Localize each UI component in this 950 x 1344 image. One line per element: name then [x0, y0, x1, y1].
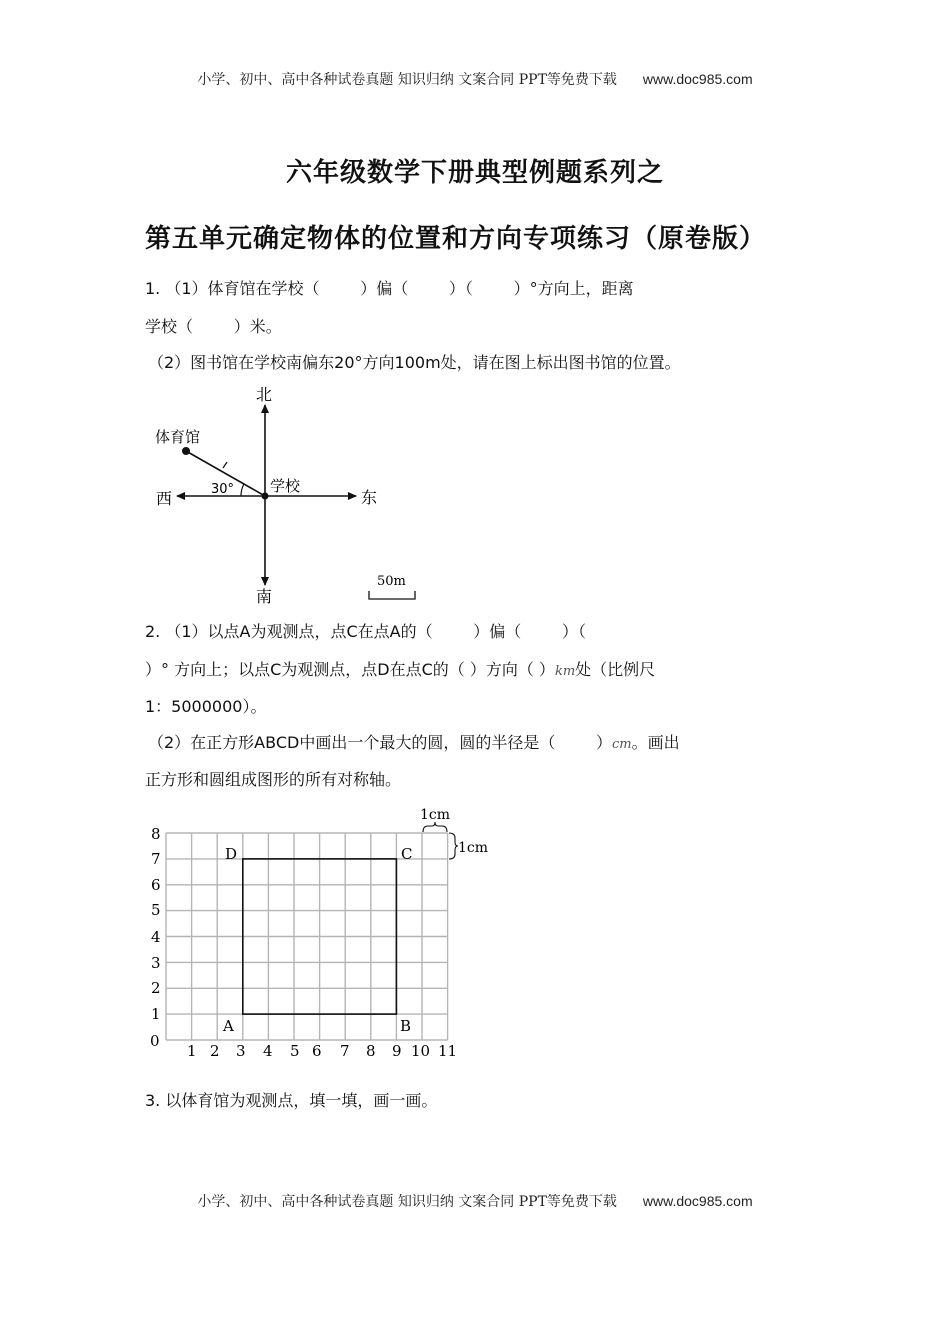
- horizontal-unit-label: 1cm: [420, 807, 451, 823]
- q2-part2-line2: 正方形和圆组成图形的所有对称轴。: [145, 770, 402, 789]
- svg-text:2: 2: [151, 979, 161, 997]
- q1-part2: （2）图书馆在学校南偏东20°方向100m处，请在图上标出图书馆的位置。: [148, 353, 681, 372]
- svg-text:10: 10: [411, 1042, 431, 1060]
- header-text: 小学、初中、高中各种试卷真题 知识归纳 文案合同 PPT等免费下载: [197, 72, 617, 88]
- grid-lines: [166, 833, 448, 1040]
- point-a-label: A: [223, 1017, 234, 1035]
- point-b-label: B: [400, 1017, 412, 1035]
- horizontal-unit-brace: [423, 822, 447, 832]
- svg-text:8: 8: [366, 1042, 376, 1060]
- grid-diagram: [140, 800, 500, 1070]
- x-axis-ticks: [187, 1042, 457, 1060]
- svg-text:1: 1: [187, 1042, 197, 1060]
- svg-text:7: 7: [340, 1042, 350, 1060]
- q2-part2-line1: [148, 732, 680, 756]
- gym-point: [182, 447, 190, 455]
- q3-text: 3. 以体育馆为观测点，填一填，画一画。: [145, 1091, 438, 1110]
- unit-cm: cm: [612, 737, 632, 752]
- svg-text:11: 11: [438, 1042, 458, 1060]
- scale-bar: [369, 591, 415, 599]
- q2-part2-line1-tail: 。画出: [631, 733, 680, 752]
- q2-part1-line2-tail: 处（比例尺: [575, 660, 656, 679]
- unit-km: km: [554, 664, 576, 679]
- q2-part1-line2-text: ）° 方向上；以点C为观测点，点D在点C的（ ）方向（ ）: [145, 660, 555, 679]
- page-header: [0, 69, 950, 89]
- scale-label: 50m: [377, 574, 406, 589]
- angle-arc: [241, 484, 244, 496]
- svg-text:0: 0: [150, 1032, 160, 1050]
- gym-line-tick: [223, 462, 227, 468]
- east-label: 东: [361, 488, 378, 507]
- q2-part1-line2: [145, 659, 655, 683]
- svg-text:9: 9: [392, 1042, 402, 1060]
- point-c-label: C: [401, 845, 413, 863]
- footer-text: 小学、初中、高中各种试卷真题 知识归纳 文案合同 PPT等免费下载: [197, 1194, 617, 1210]
- q1-part1-line2: 学校（ ）米。: [145, 317, 282, 336]
- vertical-unit-label: 1cm: [458, 840, 489, 856]
- document-title: 六年级数学下册典型例题系列之: [285, 158, 664, 188]
- svg-text:6: 6: [312, 1042, 322, 1060]
- svg-text:3: 3: [151, 954, 161, 972]
- svg-text:4: 4: [263, 1042, 273, 1060]
- west-label: 西: [156, 489, 173, 508]
- svg-text:4: 4: [151, 928, 161, 946]
- svg-text:2: 2: [210, 1042, 220, 1060]
- svg-text:5: 5: [151, 901, 161, 919]
- svg-text:6: 6: [151, 876, 161, 894]
- svg-text:1: 1: [151, 1005, 161, 1023]
- document-subtitle: 第五单元确定物体的位置和方向专项练习（原卷版）: [145, 224, 767, 254]
- point-d-label: D: [225, 845, 238, 863]
- compass-diagram: [140, 380, 440, 610]
- gym-label: 体育馆: [155, 428, 201, 446]
- q2-part1-line3: 1：5000000）。: [145, 697, 267, 716]
- svg-text:5: 5: [290, 1042, 300, 1060]
- q2-part2-line1-text: （2）在正方形ABCD中画出一个最大的圆，圆的半径是（ ）: [148, 733, 613, 752]
- svg-text:3: 3: [236, 1042, 246, 1060]
- north-label: 北: [256, 385, 273, 404]
- school-point: [262, 493, 269, 500]
- vertical-unit-brace: [449, 833, 458, 859]
- page-footer: [0, 1191, 950, 1211]
- svg-text:7: 7: [151, 850, 161, 868]
- q1-part1-line1: 1. （1）体育馆在学校（ ）偏（ ）（ ）°方向上，距离: [145, 279, 634, 298]
- school-label: 学校: [270, 477, 301, 495]
- south-label: 南: [256, 587, 273, 606]
- q2-part1-line1: 2. （1）以点A为观测点，点C在点A的（ ）偏（ ）（: [145, 622, 586, 641]
- y-axis-ticks: [150, 825, 161, 1050]
- angle-label: 30°: [211, 482, 235, 497]
- svg-text:8: 8: [151, 825, 161, 843]
- header-site-link[interactable]: www.doc985.com: [642, 71, 753, 87]
- footer-site-link[interactable]: www.doc985.com: [642, 1193, 753, 1209]
